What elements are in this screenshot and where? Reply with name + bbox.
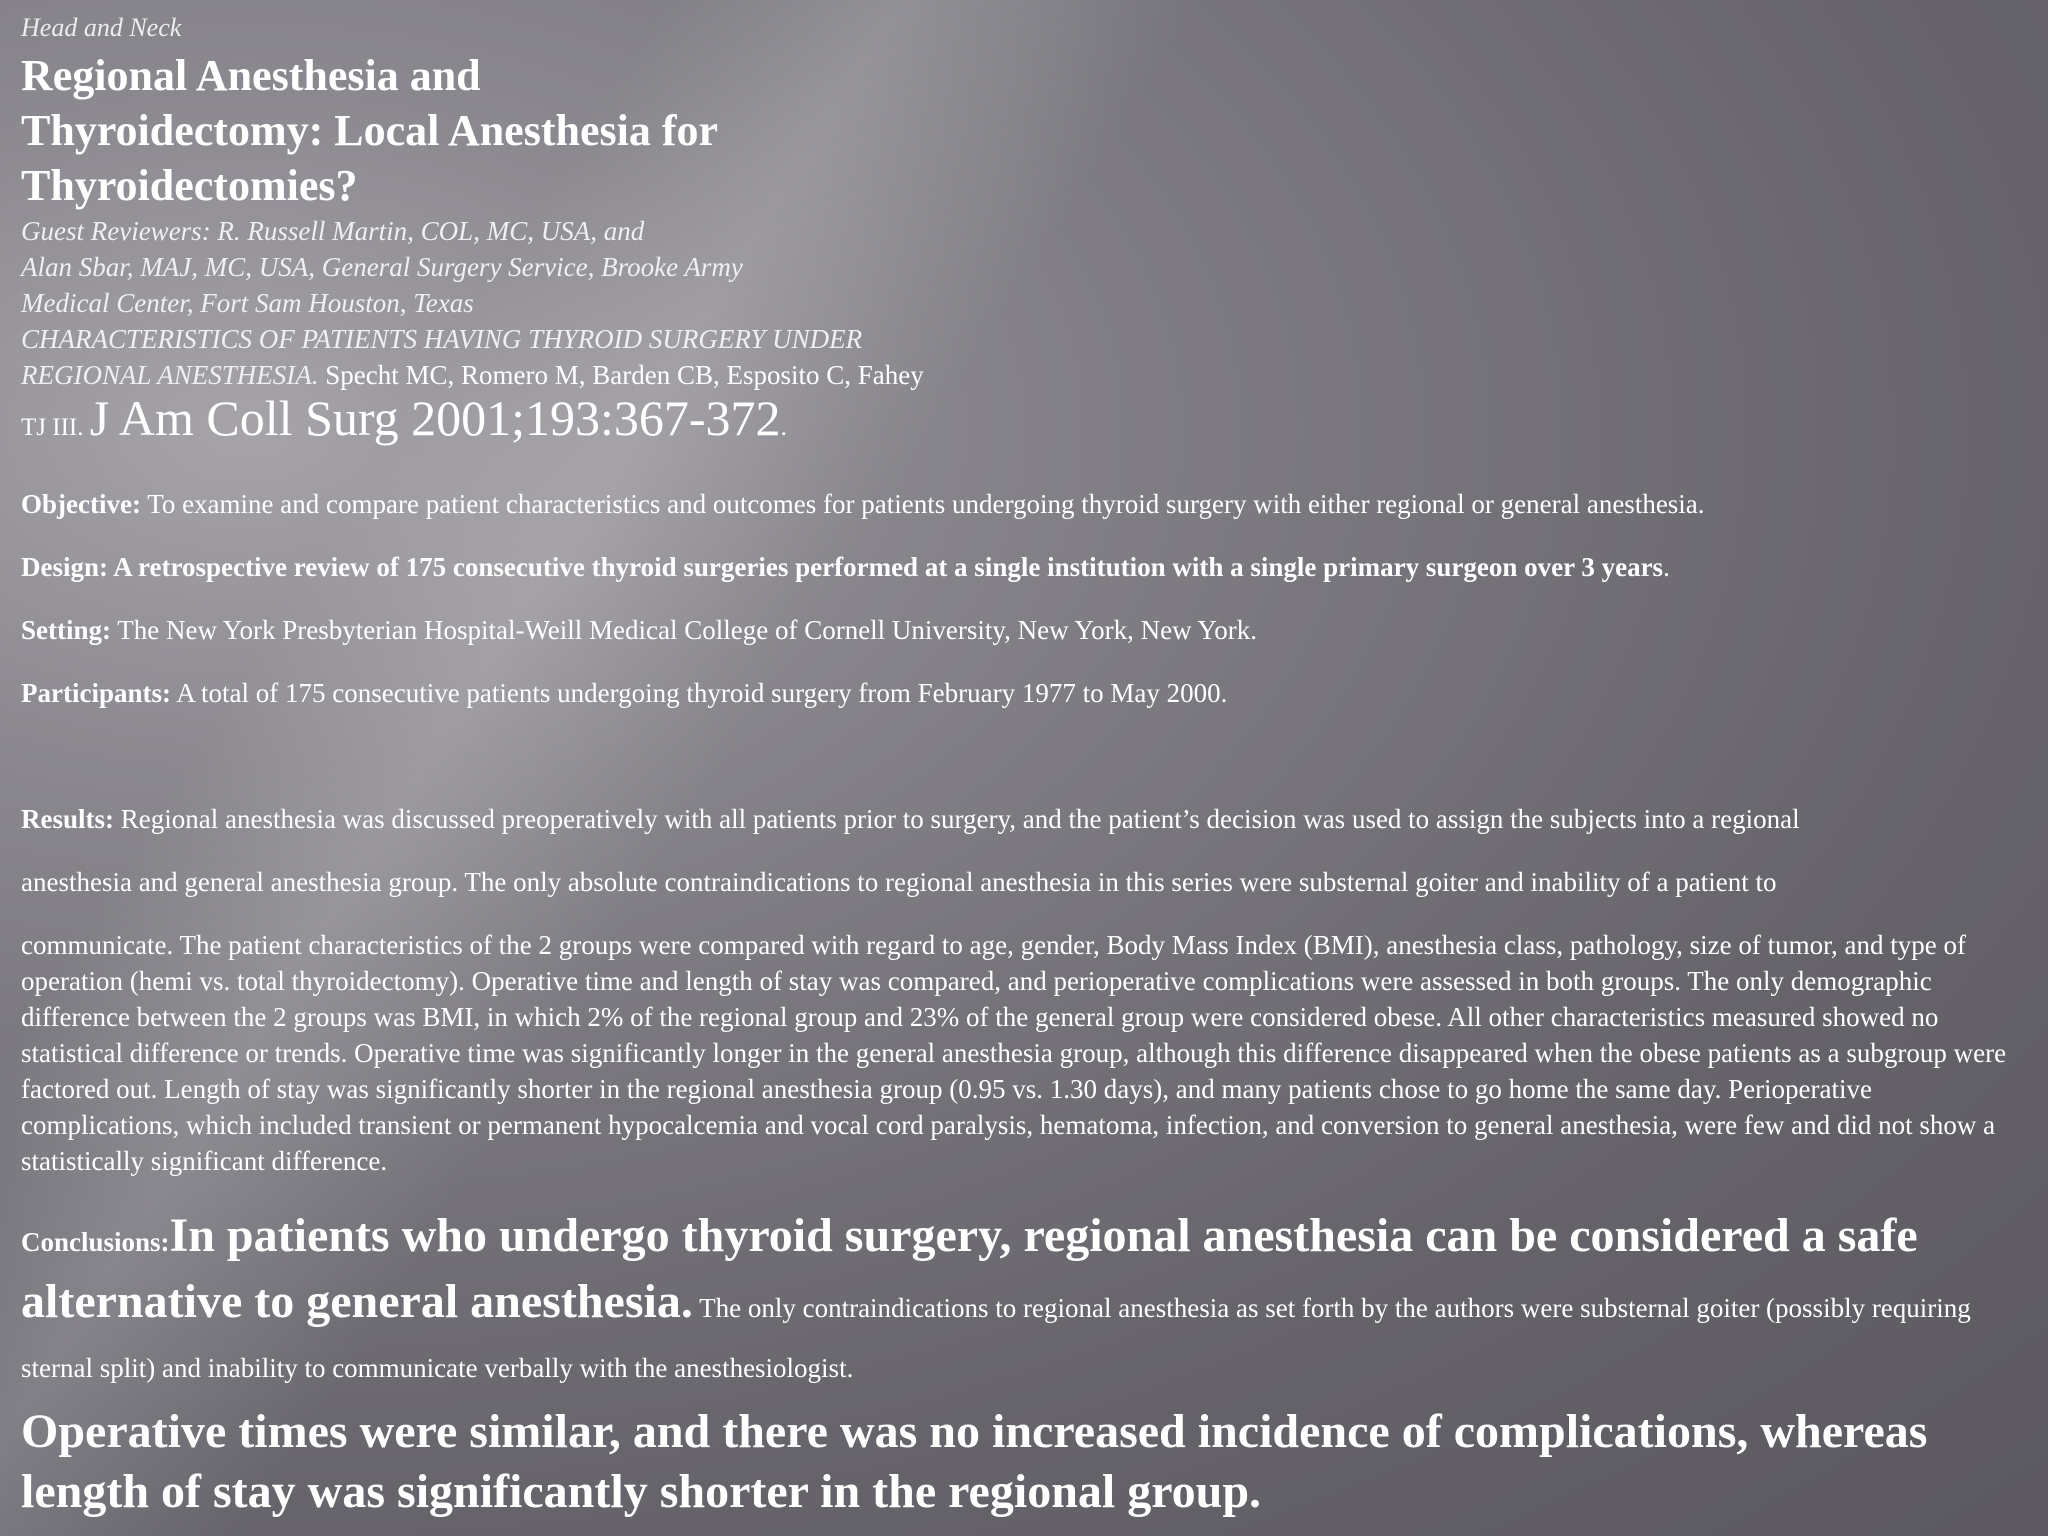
design-paragraph bbox=[21, 549, 2031, 585]
journal-reference: J Am Coll Surg 2001;193:367-372 bbox=[89, 390, 781, 446]
authors: Specht MC, Romero M, Barden CB, Esposito C, Fahey bbox=[318, 360, 924, 390]
objective-text: To examine and compare patient characteristics and outcomes for patients undergoing thyroid surgery with either regional or general anesthesia. bbox=[140, 489, 1705, 519]
conclusions-label: Conclusions: bbox=[21, 1227, 170, 1257]
setting-paragraph bbox=[21, 612, 2031, 648]
slide-content bbox=[21, 10, 2031, 1526]
results-paragraph-2: anesthesia and general anesthesia group. The only absolute contraindications to regional anesthesia in this series were substernal goiter and inability of a patient to bbox=[21, 867, 1777, 897]
article-title-line: CHARACTERISTICS OF PATIENTS HAVING THYROID SURGERY UNDER bbox=[21, 324, 863, 354]
participants-text: A total of 175 consecutive patients undergoing thyroid surgery from February 1977 to May 2000. bbox=[170, 678, 1228, 708]
spacer bbox=[21, 738, 2031, 774]
objective-label: Objective: bbox=[21, 489, 141, 519]
title-line: Thyroidectomy: Local Anesthesia for bbox=[21, 106, 719, 155]
results-paragraph bbox=[21, 801, 2031, 837]
results-text: Regional anesthesia was discussed preoperatively with all patients prior to surgery, and the patient’s decision was used to assign the subjects into a regional bbox=[114, 804, 1800, 834]
conclusions-bold-text: In patients who undergo thyroid surgery, regional anesthesia can be considered a safe alternative to general anesthesia. bbox=[21, 1209, 1918, 1328]
reviewers-line: Guest Reviewers: R. Russell Martin, COL, MC, USA, and bbox=[21, 216, 645, 246]
design-label: Design: bbox=[21, 552, 108, 582]
authors-end: TJ III. bbox=[21, 414, 90, 441]
design-text: A retrospective review of 175 consecutive thyroid surgeries performed at a single institution with a single primary surgeon over 3 years bbox=[108, 552, 1664, 582]
participants-label: Participants: bbox=[21, 678, 171, 708]
journal-period: . bbox=[780, 414, 787, 441]
conclusions-paragraph bbox=[21, 1206, 2031, 1398]
journal-line bbox=[21, 387, 2031, 459]
results-paragraph-3: communicate. The patient characteristics of the 2 groups were compared with regard to age, gender, Body Mass Index (BMI), anesthesia class, pathology, size of tumor, and type of operation (hemi vs. total thyroidectomy). Operative time and length of stay was compared, and perioperative complications were assessed in both groups. The only demographic difference between the 2 groups was BMI, in which 2% of the regional group and 23% of the general group were considered obese. All other characteristics measured showed no statistical difference or trends. Operative time was significantly longer in the general anesthesia group, although this difference disappeared when the obese patients as a subgroup were factored out. Length of stay was significantly shorter in the regional anesthesia group (0.95 vs. 1.30 days), and many patients chose to go home the same day. Perioperative complications, which included transient or permanent hypocalcemia and vocal cord paralysis, hematoma, infection, and conversion to general anesthesia, were few and did not show a statistically significant difference. bbox=[21, 930, 2007, 1176]
conclusions-small-text: The only contraindications to regional anesthesia as set forth by the authors were substernal goiter (possibly requiring sternal split) and inability to communicate verbally with the anesthesiologist. bbox=[21, 1293, 1971, 1383]
objective-paragraph bbox=[21, 486, 2031, 522]
reviewers-line: Alan Sbar, MAJ, MC, USA, General Surgery Service, Brooke Army bbox=[21, 252, 743, 282]
article-title-end: REGIONAL ANESTHESIA. bbox=[21, 360, 319, 390]
citation bbox=[21, 321, 2031, 459]
setting-label: Setting: bbox=[21, 615, 111, 645]
results-label: Results: bbox=[21, 804, 114, 834]
title-line: Regional Anesthesia and bbox=[21, 51, 481, 100]
page-title bbox=[21, 48, 2031, 213]
reviewers-line: Medical Center, Fort Sam Houston, Texas bbox=[21, 288, 474, 318]
setting-text: The New York Presbyterian Hospital-Weill Medical College of Cornell University, New York, New York. bbox=[111, 615, 1257, 645]
title-line: Thyroidectomies? bbox=[21, 161, 358, 210]
guest-reviewers bbox=[21, 213, 2031, 321]
final-statement: Operative times were similar, and there was no increased incidence of complications, whereas length of stay was significantly shorter in the regional group. bbox=[21, 1405, 1928, 1518]
participants-paragraph bbox=[21, 675, 2031, 711]
design-period: . bbox=[1663, 552, 1670, 582]
section-label: Head and Neck bbox=[21, 13, 182, 42]
